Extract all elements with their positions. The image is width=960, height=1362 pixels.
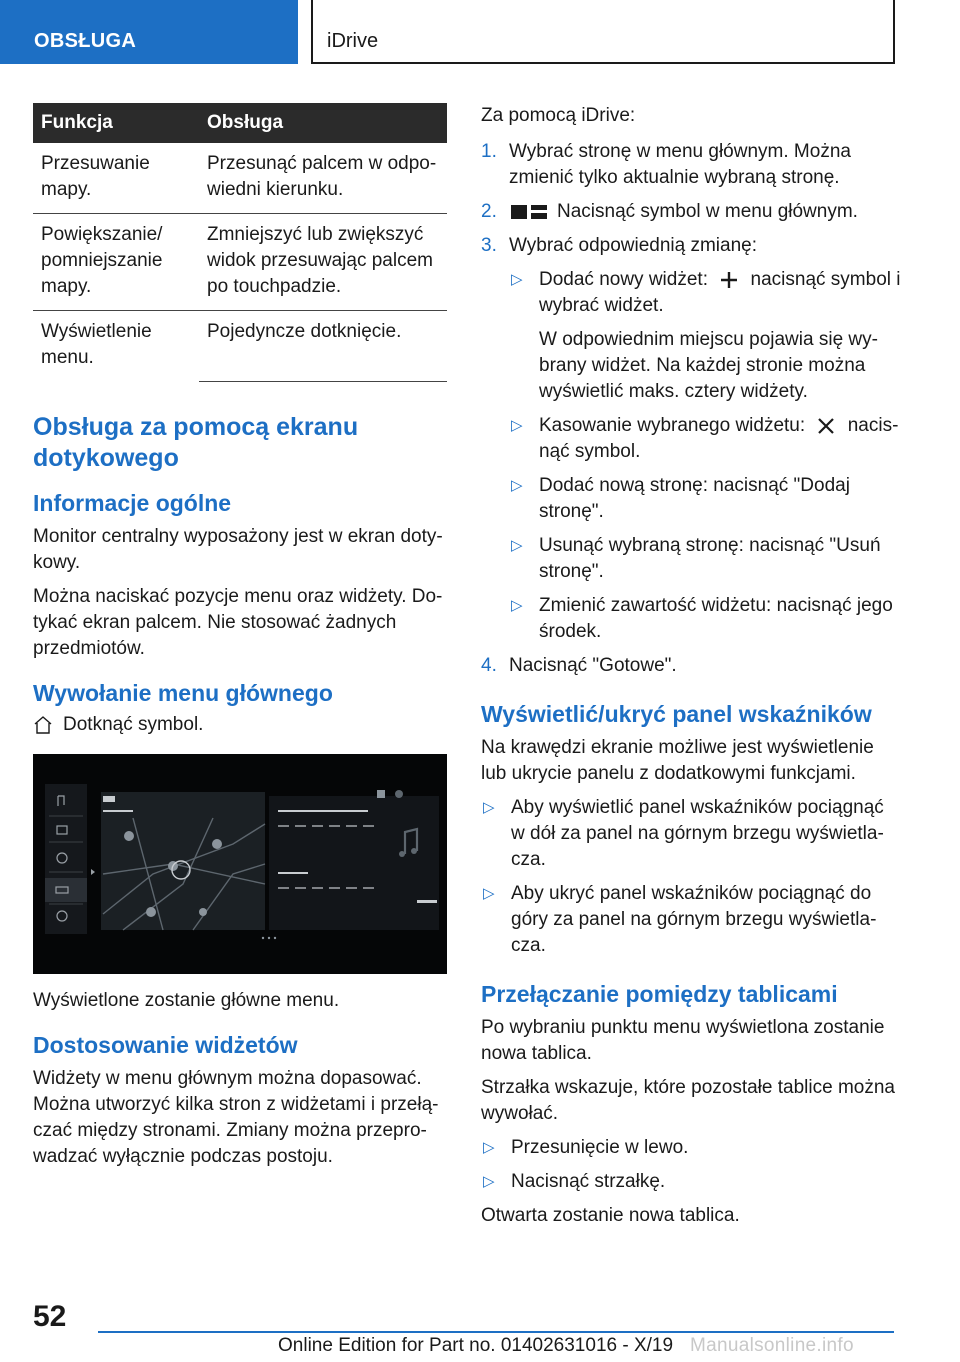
list-item xyxy=(481,653,901,679)
section-title: OBSŁUGA xyxy=(34,30,137,52)
list-item xyxy=(481,1135,901,1161)
list-item xyxy=(509,267,901,405)
caption: Wyświetlone zostanie główne menu. xyxy=(33,989,340,1011)
paragraph: Można naciskać pozycje menu oraz widżety. Do-tykać ekran palcem. Nie stosować żadnych przedmiotów. xyxy=(33,585,443,659)
list-item xyxy=(481,795,901,873)
table-cell: Zmniejszyć lub zwiększyć widok przesuwając palcem po touchpadzie. xyxy=(199,214,447,311)
panel-list xyxy=(481,795,901,959)
list-text: Aby wyświetlić panel wskaźników pociągnąć w dół za panel na górnym brzegu wyświetla-cza. xyxy=(511,797,884,870)
main-menu-screenshot xyxy=(33,754,447,974)
list-item xyxy=(509,533,901,585)
sub-text: nacisnąć symbol i wybrać widżet. xyxy=(539,269,901,316)
heading-switch: Przełączanie pomiędzy tablicami xyxy=(481,981,838,1007)
edit-widgets-icon xyxy=(509,202,551,222)
list-item xyxy=(509,473,901,525)
paragraph: Na krawędzi ekranie możliwe jest wyświetlenie lub ukrycie panelu z dodatkowymi funkcjami. xyxy=(481,737,874,784)
sub-text: nacis-nąć symbol. xyxy=(539,415,899,462)
triangle-bullet-icon: ▷ xyxy=(483,799,495,816)
triangle-bullet-icon: ▷ xyxy=(511,597,523,614)
page-number: 52 xyxy=(33,1300,67,1333)
step-text: Wybrać stronę w menu głównym. Można zmienić tylko aktualnie wybraną stronę. xyxy=(509,141,851,188)
close-icon xyxy=(816,416,836,436)
triangle-bullet-icon: ▷ xyxy=(511,271,523,288)
sub-text: Usunąć wybraną stronę: nacisnąć "Usuń stronę". xyxy=(539,535,881,582)
home-symbol-text: Dotknąć symbol. xyxy=(63,713,204,735)
plus-icon xyxy=(719,270,739,290)
table-cell: Pojedyncze dotknięcie. xyxy=(199,311,447,382)
table-row xyxy=(33,311,447,382)
step-text: Wybrać odpowiednią zmianę: xyxy=(509,235,758,256)
heading-general: Informacje ogólne xyxy=(33,489,232,516)
paragraph: Strzałka wskazuje, które pozostałe tablice można wywołać. xyxy=(481,1077,895,1124)
list-item xyxy=(481,1169,901,1195)
section-tab xyxy=(0,0,298,64)
home-symbol-line xyxy=(33,714,447,736)
list-item xyxy=(509,593,901,645)
heading-touchscreen: Obsługa za pomocą ekranu dotykowego xyxy=(33,412,359,472)
footer-divider xyxy=(98,1331,894,1333)
table-row xyxy=(33,214,447,311)
table-cell: Wyświetlenie menu. xyxy=(41,321,152,368)
list-item xyxy=(481,139,901,191)
list-item xyxy=(509,413,901,465)
paragraph: Widżety w menu głównym można dopasować. Można utworzyć kilka stron z widżetami i przełą-czać między stronami. Zmiany można przepro-wadzać wyłącznie podczas postoju. xyxy=(33,1067,439,1167)
table-header: Funkcja xyxy=(33,103,199,143)
list-text: Aby ukryć panel wskaźników pociągnąć do góry za panel na górnym brzegu wyświetla-cza. xyxy=(511,883,877,956)
heading-widgets: Dostosowanie widżetów xyxy=(33,1031,298,1058)
function-table xyxy=(33,103,447,382)
heading-main-menu: Wywołanie menu głównego xyxy=(33,679,333,706)
step-number: 2. xyxy=(481,201,497,222)
triangle-bullet-icon: ▷ xyxy=(511,477,523,494)
list-item xyxy=(481,881,901,959)
sub-text: Dodać nową stronę: nacisnąć "Dodaj stronę". xyxy=(539,475,850,522)
sub-text: Zmienić zawartość widżetu: nacisnąć jego środek. xyxy=(539,595,893,642)
chapter-title: iDrive xyxy=(327,30,379,52)
table-header: Obsługa xyxy=(199,103,447,143)
heading-panel: Wyświetlić/ukryć panel wskaźników xyxy=(481,701,872,727)
list-text: Przesunięcie w lewo. xyxy=(511,1137,689,1158)
paragraph: Za pomocą iDrive: xyxy=(481,105,636,126)
home-icon xyxy=(33,715,53,735)
table-cell: Przesunąć palcem w odpo-wiedni kierunku. xyxy=(199,143,447,214)
triangle-bullet-icon: ▷ xyxy=(511,537,523,554)
step-number: 4. xyxy=(481,655,497,676)
step-text: Nacisnąć symbol w menu głównym. xyxy=(557,201,858,222)
triangle-bullet-icon: ▷ xyxy=(483,885,495,902)
sub-text: Dodać nowy widżet: xyxy=(539,269,708,290)
step-list xyxy=(481,139,901,679)
chapter-tab xyxy=(311,0,895,64)
sub-note: W odpowiednim miejscu pojawia się wy-brany widżet. Na każdej stronie można wyświetlić maks. cztery widżety. xyxy=(539,329,878,402)
sub-text: Kasowanie wybranego widżetu: xyxy=(539,415,806,436)
list-item xyxy=(481,233,901,645)
screen-illustration xyxy=(33,754,447,974)
paragraph: Po wybraniu punktu menu wyświetlona zostanie nowa tablica. xyxy=(481,1017,885,1064)
triangle-bullet-icon: ▷ xyxy=(483,1173,495,1190)
footer-edition: Online Edition for Part no. 01402631016 - X/19 xyxy=(278,1335,674,1356)
table-cell: Powiększanie/ pomniejszanie mapy. xyxy=(33,214,199,311)
table-header-row xyxy=(33,103,447,143)
sub-list xyxy=(509,267,901,645)
step-number: 3. xyxy=(481,235,497,256)
list-text: Nacisnąć strzałkę. xyxy=(511,1171,666,1192)
list-item xyxy=(481,199,901,225)
step-number: 1. xyxy=(481,141,497,162)
paragraph: Monitor centralny wyposażony jest w ekran doty-kowy. xyxy=(33,525,443,573)
table-cell: Przesuwanie mapy. xyxy=(33,143,199,214)
table-row xyxy=(33,143,447,214)
paragraph: Otwarta zostanie nowa tablica. xyxy=(481,1205,740,1226)
watermark: Manualsonline.info xyxy=(690,1335,854,1356)
triangle-bullet-icon: ▷ xyxy=(483,1139,495,1156)
triangle-bullet-icon: ▷ xyxy=(511,417,523,434)
switch-list xyxy=(481,1135,901,1195)
step-text: Nacisnąć "Gotowe". xyxy=(509,655,677,676)
right-column xyxy=(481,103,901,1229)
left-column xyxy=(33,103,447,1170)
